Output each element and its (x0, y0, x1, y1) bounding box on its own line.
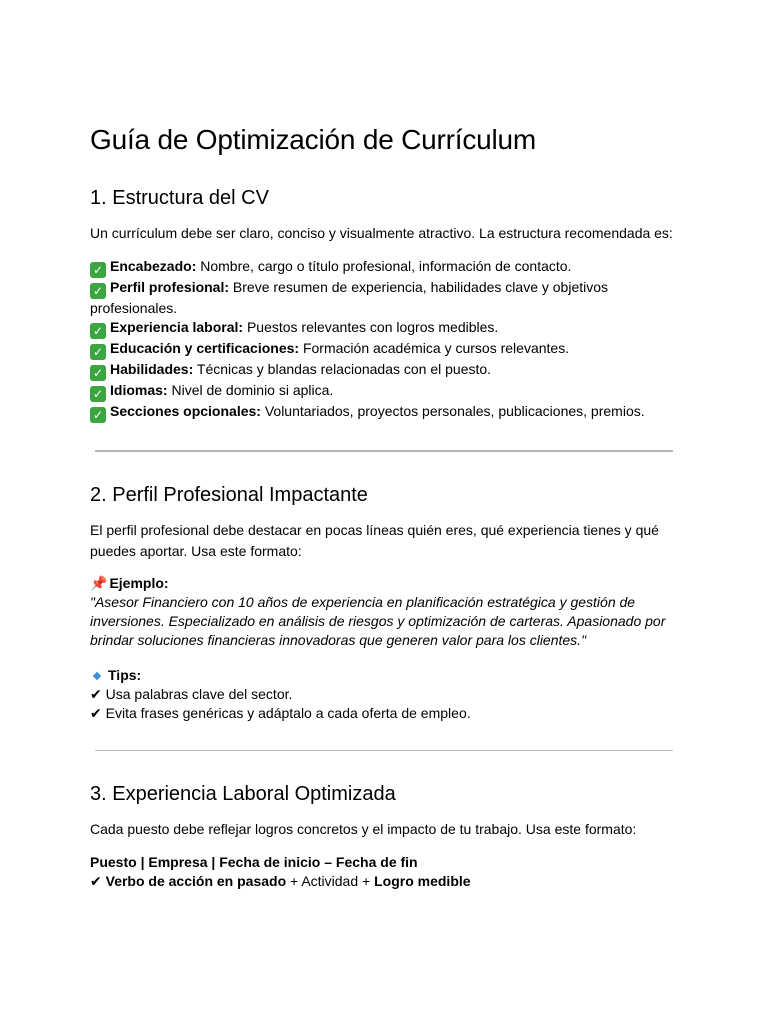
list-item-label: Habilidades: (110, 361, 194, 377)
check-mark-icon: ✓ (90, 365, 106, 381)
list-item (90, 402, 680, 423)
example-quote (90, 593, 680, 650)
list-item-label: Encabezado: (110, 258, 197, 274)
example-text: "Asesor Financiero con 10 años de experiencia en planificación estratégica y gestión de inversiones. Especializado en análisis de riesgos y optimización de carteras. Apasionado por brindar soluciones financieras innovadoras que generen valor para los clientes." (90, 594, 666, 648)
section-divider (95, 750, 673, 751)
list-item (90, 381, 680, 402)
check-mark-icon: ✓ (90, 283, 106, 299)
list-item (90, 360, 680, 381)
example-heading (90, 574, 680, 593)
list-item-text: Puestos relevantes con logros medibles. (243, 319, 499, 335)
list-item-text: Formación académica y cursos relevantes. (299, 340, 570, 356)
list-item-text: Voluntariados, proyectos personales, publicaciones, premios. (260, 403, 645, 419)
tips-heading (90, 666, 680, 685)
list-item-text: Técnicas y blandas relacionadas con el puesto. (193, 361, 492, 377)
list-item-text: Nombre, cargo o título profesional, información de contacto. (196, 258, 572, 274)
section-intro-experiencia: Cada puesto debe reflejar logros concretos y el impacto de tu trabajo. Usa este formato: (90, 821, 637, 837)
checklist (90, 257, 680, 423)
list-item-label: Experiencia laboral: (110, 319, 244, 335)
formula-part-activity: + Actividad + (286, 873, 375, 889)
check-mark-icon: ✓ (90, 344, 106, 360)
small-blue-diamond-icon (93, 672, 101, 680)
formula-line (90, 872, 680, 891)
format-line-text: Puesto | Empresa | Fecha de inicio – Fecha de fin (90, 854, 418, 870)
section-divider (95, 450, 673, 452)
list-item-text: Nivel de dominio si aplica. (167, 382, 334, 398)
list-item-label: Educación y certificaciones: (110, 340, 300, 356)
list-item-label: Perfil profesional: (110, 279, 230, 295)
tips-label: Tips: (108, 667, 142, 683)
tip-item: ✔ Usa palabras clave del sector. (90, 686, 293, 702)
list-item-label: Secciones opcionales: (110, 403, 261, 419)
page-title: Guía de Optimización de Currículum (90, 124, 537, 155)
check-mark-icon: ✓ (90, 386, 106, 402)
section-heading-perfil: 2. Perfil Profesional Impactante (90, 484, 368, 506)
list-item (90, 257, 680, 278)
pushpin-icon: 📌 (90, 575, 108, 591)
document-content (90, 120, 680, 891)
section-heading-experiencia: 3. Experiencia Laboral Optimizada (90, 783, 396, 805)
section-intro-perfil: El perfil profesional debe destacar en pocas líneas quién eres, qué experiencia tienes y qué puedes aportar. Usa este formato: (90, 522, 659, 559)
formula-part-achievement: Logro medible (374, 873, 471, 889)
check-mark-icon: ✔ (90, 873, 106, 889)
example-label: Ejemplo: (109, 575, 169, 591)
list-item (90, 278, 680, 318)
section-intro-estructura: Un currículum debe ser claro, conciso y visualmente atractivo. La estructura recomendada es: (90, 225, 673, 241)
list-item (90, 339, 680, 360)
list-item (90, 318, 680, 339)
formula-part-verb: Verbo de acción en pasado (105, 873, 287, 889)
tip-item: ✔ Evita frases genéricas y adáptalo a cada oferta de empleo. (90, 705, 471, 721)
check-mark-icon: ✓ (90, 407, 106, 423)
check-mark-icon: ✓ (90, 323, 106, 339)
list-item-text: Breve resumen de experiencia, habilidades clave y objetivos profesionales. (90, 279, 609, 316)
section-heading-estructura: 1. Estructura del CV (90, 187, 269, 209)
list-item-label: Idiomas: (110, 382, 168, 398)
format-line (90, 853, 680, 872)
check-mark-icon: ✓ (90, 262, 106, 278)
